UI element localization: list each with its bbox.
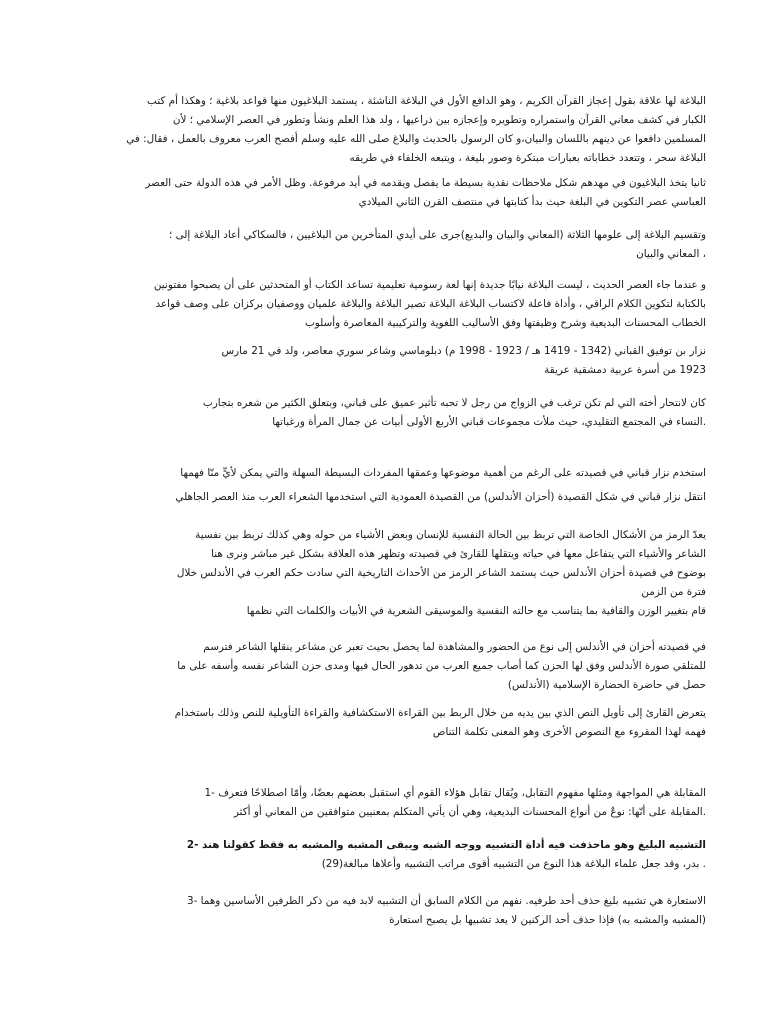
- paragraph-line: ثانيا يتخذ البلاغيون في مهدهم شكل ملاحظات نقدية بسيطة ما يفصل ويقدمه في أيد مرفوعة. وظل الأمر في هذه الدولة حتى العصر: [145, 177, 706, 189]
- paragraph-line: الخطاب المحسنات البديعية وشرح وظيفتها وفق الأساليب اللغوية والتركيبية المعاصرة وأسلوب: [304, 317, 706, 329]
- paragraph-line: انتقل نزار قباني في شكل القصيدة (أحزان الأندلس) من القصيدة العمودية التي استخدمها الشعراء العرب منذ العصر الجاهلي: [175, 491, 706, 503]
- paragraph-line: و عندما جاء العصر الحديث ، ليست البلاغة نيابًا جديدة إنها لعة رسومية تعليمية تساعد الكتاب أو المتحدثين على أن يصبحوا مفتونين: [153, 279, 706, 291]
- paragraph-12: [66, 704, 706, 742]
- paragraph-line: ، المعاني والبيان: [636, 248, 706, 260]
- paragraph-line: فهمه لهذا المقروء مع النصوص الأخرى وهو المعنى تكلمة التناص: [432, 726, 706, 738]
- paragraph-line: .النساء في المجتمع التقليدي، حيث ملأت مجموعات قباني الأربع الأولى أبيات عن جمال المرأة ورغباتها: [272, 416, 706, 428]
- paragraph-2: [66, 174, 706, 212]
- paragraph-9: [66, 526, 706, 602]
- paragraph-line: بوضوح في قصيدة أحزان الأندلس حيث يستمد الشاعر الرمز من الأحداث التاريخية التي سادت حكم العرب في الأندلس خلال: [176, 567, 706, 579]
- paragraph-6: [66, 394, 706, 432]
- paragraph-line: فترة من الزمن: [641, 586, 706, 598]
- paragraph-line: العباسي عصر التكوين في البلغة حيث بدأ كتابتها في منتصف القرن الثاني الميلادي: [358, 196, 706, 208]
- paragraph-line: وتقسيم البلاغة إلى علومها الثلاثة (المعاني والبيان والبديع)جرى على أيدي المتأخرين من البلاغيين ، فالسكاكي أعاد البلاغة إلى ؛: [168, 229, 706, 241]
- paragraph-line: في قصيدته أحزان في الأندلس إلى نوع من الحضور والمشاهدة لما يحصل بحيث تعبر عن مشاعر ينقلها الشاعر فترسم: [203, 641, 706, 653]
- paragraph-line: للمتلقي صورة الأندلس وفق لها الحزن كما أصاب جميع العرب من تدهور الحال فيها ومدى حزن الشاعر نفسه وأسفه على ما: [177, 660, 706, 672]
- paragraph-line: البلاغة لها علاقة بقول إعجاز القرآن الكريم ، وهو الدافع الأول في البلاغة الناشئة ، يستمد البلاغيون منها قواعد بلاغية ؛ وهكذا أم كتب: [147, 95, 706, 107]
- paragraph-line: يتعرض القارئ إلى تأويل النص الذي بين يديه من خلال الربط بين القراءة الاستكشافية والقراءة التأويلية للنص وذلك باستخدام: [174, 707, 706, 719]
- paragraph-line: .المقابلة على أنّها: نوعٌ من أنواع المحسنات البديعية، وهي أن يأتي المتكلم بمعنيين متوافقين من المعاني أو أكثر: [233, 806, 706, 818]
- paragraph-line: (المشبه والمشبه به) فإذا حذف أحد الركنين لا يعد تشبيها بل يصبح استعارة: [389, 914, 706, 926]
- paragraph-line: الكبار في كشف معاني القرآن واستمراره وتطويره وإعجازه بين ذراعيها ، ولد هذا العلم ونشأ وتطور في العصر الإسلامي ؛ لأن: [172, 114, 706, 126]
- paragraph-5: [66, 342, 706, 380]
- paragraph-line: استخدم نزار قباني في قصيدته على الرغم من أهمية موضوعها وعمقها المفردات البسيطة السهلة والتي يمكن لأيٍّ منّا فهمها: [180, 467, 706, 479]
- paragraph-line: قام بتغيير الوزن والقافية بما يتناسب مع حالته النفسية والموسيقى الشعرية في الأبيات والكلمات التي نظمها: [246, 605, 706, 617]
- paragraph-3: [66, 226, 706, 264]
- paragraph-4: [66, 276, 706, 333]
- paragraph-1: [66, 92, 706, 168]
- paragraph-14: [66, 836, 706, 874]
- paragraph-line: بالكتابة لتكوين الكلام الراقي ، وأداة فاعلة لاكتساب البلاغة البلاغة تصير البلاغة والبلاغة علميان ووصفيان بركزان على وصف قواعد: [155, 298, 706, 310]
- paragraph-15: [66, 892, 706, 930]
- paragraph-line: نزار بن توفيق القباني (1342 - 1419 هـ / 1923 - 1998 م) دبلوماسي وشاعر سوري معاصر، ولد في 21 مارس: [221, 345, 706, 357]
- paragraph-line: التشبيه البليغ وهو ماحذفت فيه أداة التشبيه ووجه الشبه ويبقى المشبه والمشبه به فقط كقولنا هند -2: [186, 839, 706, 851]
- paragraph-line: يعدّ الرمز من الأشكال الخاصة التي تربط بين الحالة النفسية للإنسان وبعض الأشياء من حوله وهي كذلك تربط بين نفسية: [195, 529, 706, 541]
- paragraph-line: المقابلة هي المواجهة ومثلها مفهوم التقابل، ويُقال تقابل هؤلاء القوم أي استقبل بعضهم بعضًا، وأمّا اصطلاحًا فتعرف -1: [204, 787, 706, 799]
- paragraph-line: المسلمين دافعوا عن دينهم باللسان والبيان،و كان الرسول بالحديث والبلاغ صلى الله عليه وسلم أفصح العرب معروف بالعمل ، فقال: في: [126, 133, 706, 145]
- paragraph-line: الشاعر والأشياء التي يتفاعل معها في حياته ويتقلها للقارئ في قصيدته وتظهر هذه العلاقة بشكل غير مباشر ونرى هنا: [211, 548, 706, 560]
- paragraph-8: [66, 488, 706, 507]
- paragraph-line: الاستعارة هي تشبيه بليغ حذف أحد طرفيه. نفهم من الكلام السابق أن التشبيه لابد فيه من ذكر الطرفين الأساسين وهما -3: [186, 895, 706, 907]
- paragraph-11: [66, 638, 706, 695]
- paragraph-7: [66, 464, 706, 483]
- paragraph-13: [66, 784, 706, 822]
- paragraph-line: حصل في حاضرة الحضارة الإسلامية (الأندلس): [507, 679, 706, 691]
- paragraph-line: البلاغة سحر ، وتتعدد خطاباته بعبارات مبتكرة وصور بليغة ، ويتبعه الخلفاء في طريقه: [349, 152, 706, 164]
- paragraph-line: كان لانتحار أخته التي لم تكن ترغب في الزواج من رجل لا تحبه تأثير عميق على قباني، وبتعلق الكثير من شعره بتجارب: [202, 397, 706, 409]
- paragraph-10: [66, 602, 706, 621]
- paragraph-line: . بدر، وقد جعل علماء البلاغة هذا النوع من التشبيه أقوى مراتب التشبيه وأعلاها مبالغة(29): [321, 858, 706, 870]
- paragraph-line: 1923 من أسرة عربية دمشقية عريقة: [544, 364, 706, 376]
